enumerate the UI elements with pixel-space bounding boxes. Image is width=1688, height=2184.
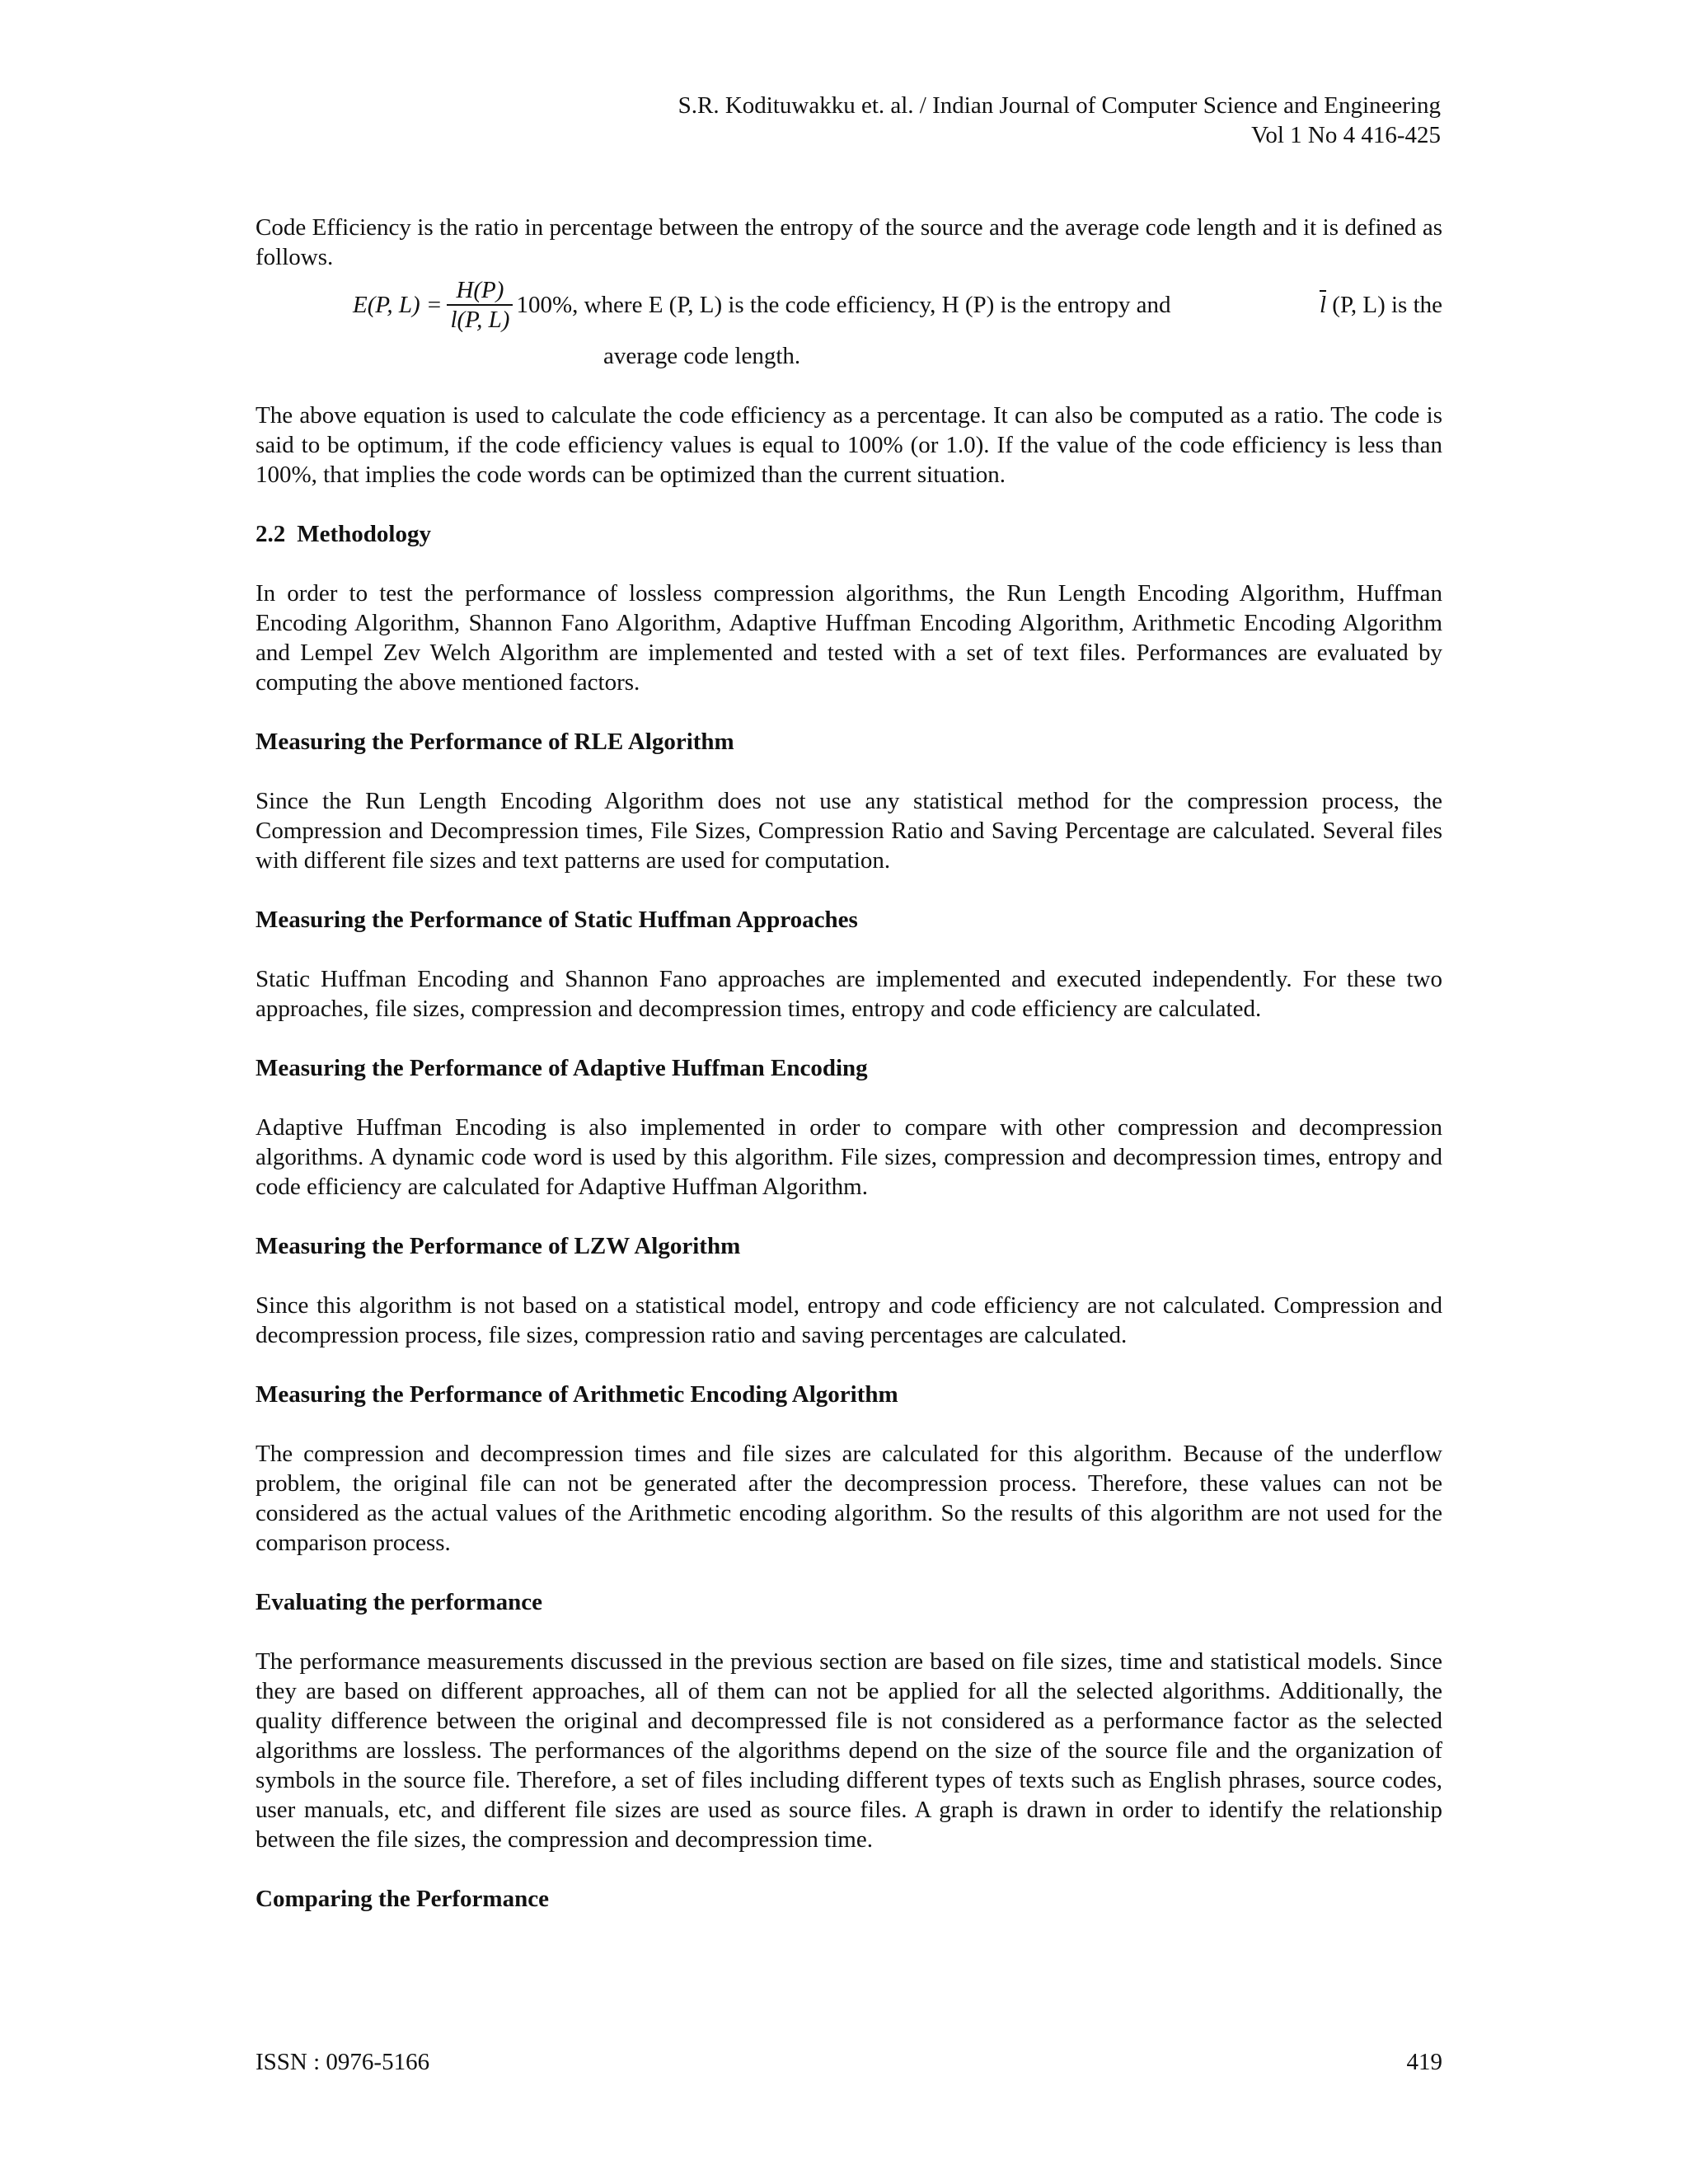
equation-fraction — [447, 276, 513, 334]
equation-continuation: average code length. — [603, 343, 801, 369]
section-title: Methodology — [297, 521, 431, 547]
subheading-adaptive-huffman: Measuring the Performance of Adaptive Huffman Encoding — [256, 1055, 868, 1081]
equation-where-end — [1320, 290, 1442, 320]
equation-numerator: H(P) — [456, 277, 504, 303]
arithmetic-paragraph: The compression and decompression times and file sizes are calculated for this algorithm. Because of the underflow problem, the original file can not be generated after the decompression process. Therefore, these values can not be considered as the actual values of the Arithmetic encoding algorithm. So the results of this algorithm are not used for the comparison process. — [256, 1441, 1442, 1556]
body-text — [256, 213, 1442, 1943]
static-huffman-paragraph: Static Huffman Encoding and Shannon Fano approaches are implemented and executed independently. For these two approaches, file sizes, compression and decompression times, entropy and code efficiency are calculated. — [256, 966, 1442, 1022]
subheading-lzw: Measuring the Performance of LZW Algorithm — [256, 1233, 741, 1259]
footer-page-number: 419 — [1406, 2049, 1442, 2075]
page-footer — [256, 2047, 1442, 2077]
subheading-static-huffman: Measuring the Performance of Static Huffman Approaches — [256, 907, 858, 933]
code-efficiency-intro: Code Efficiency is the ratio in percentage between the entropy of the source and the average code length and it is defined as follows. — [256, 214, 1442, 270]
subheading-rle: Measuring the Performance of RLE Algorithm — [256, 729, 734, 755]
header-journal-line: S.R. Kodituwakku et. al. / Indian Journal of Computer Science and Engineering — [678, 92, 1441, 119]
equation-note-paragraph: The above equation is used to calculate the code efficiency as a percentage. It can also be computed as a ratio. The code is said to be optimum, if the code efficiency values is equal to 100% (or 1.0). If the value of the code efficiency is less than 100%, that implies the code words can be optimized than the current situation. — [256, 402, 1442, 488]
subheading-arithmetic: Measuring the Performance of Arithmetic Encoding Algorithm — [256, 1381, 898, 1408]
code-efficiency-equation — [353, 270, 1442, 340]
rle-paragraph: Since the Run Length Encoding Algorithm does not use any statistical method for the compression process, the Compression and Decompression times, File Sizes, Compression Ratio and Saving Percentage are calculated. Several files with different file sizes and text patterns are used for computation. — [256, 788, 1442, 874]
footer-issn: ISSN : 0976-5166 — [256, 2049, 430, 2075]
section-heading-methodology — [256, 519, 1442, 549]
adaptive-huffman-paragraph: Adaptive Huffman Encoding is also implemented in order to compare with other compression and decompression algorithms. A dynamic code word is used by this algorithm. File sizes, compression and decompression times, entropy and code efficiency are calculated for Adaptive Huffman Algorithm. — [256, 1114, 1442, 1200]
equation-where-tail: (P, L) is the — [1332, 292, 1442, 318]
equation-denominator: l(P, L) — [447, 304, 513, 334]
equation-l-bar-symbol: $\overline{l}$ — [1319, 292, 1327, 318]
header-volume-line: Vol 1 No 4 416-425 — [1251, 122, 1441, 148]
equation-where-text: , where E (P, L) is the code efficiency, H (P) is the entropy and — [572, 292, 1171, 318]
equation-factor: 100% — [516, 292, 573, 318]
lzw-paragraph: Since this algorithm is not based on a statistical model, entropy and code efficiency are not calculated. Compression and decompression process, file sizes, compression ratio and saving percentages are calculated. — [256, 1292, 1442, 1348]
subheading-comparing: Comparing the Performance — [256, 1886, 549, 1912]
equation-lhs: E(P, L) = — [353, 292, 443, 318]
methodology-paragraph: In order to test the performance of lossless compression algorithms, the Run Length Encoding Algorithm, Huffman Encoding Algorithm, Shannon Fano Algorithm, Adaptive Huffman Encoding Algorithm, Arithmetic Encoding Algorithm and Lempel Zev Welch Algorithm are implemented and tested with a set of text files. Performances are evaluated by computing the above mentioned factors. — [256, 580, 1442, 696]
equation-where-clause — [572, 290, 1442, 320]
subheading-evaluating: Evaluating the performance — [256, 1589, 542, 1615]
section-number: 2.2 — [256, 521, 286, 547]
evaluating-paragraph: The performance measurements discussed in the previous section are based on file sizes, time and statistical models. Since they are based on different approaches, all of them can not be applied for all the selected algorithms. Additionally, the quality difference between the original and decompressed file is not considered as a performance factor as the selected algorithms are lossless. The performances of the algorithms depend on the size of the source file and the organization of symbols in the source file. Therefore, a set of files including different types of texts such as English phrases, source codes, user manuals, etc, and different file sizes are used as source files. A graph is drawn in order to identify the relationship between the file sizes, the compression and decompression time. — [256, 1648, 1442, 1853]
running-header — [678, 91, 1441, 150]
